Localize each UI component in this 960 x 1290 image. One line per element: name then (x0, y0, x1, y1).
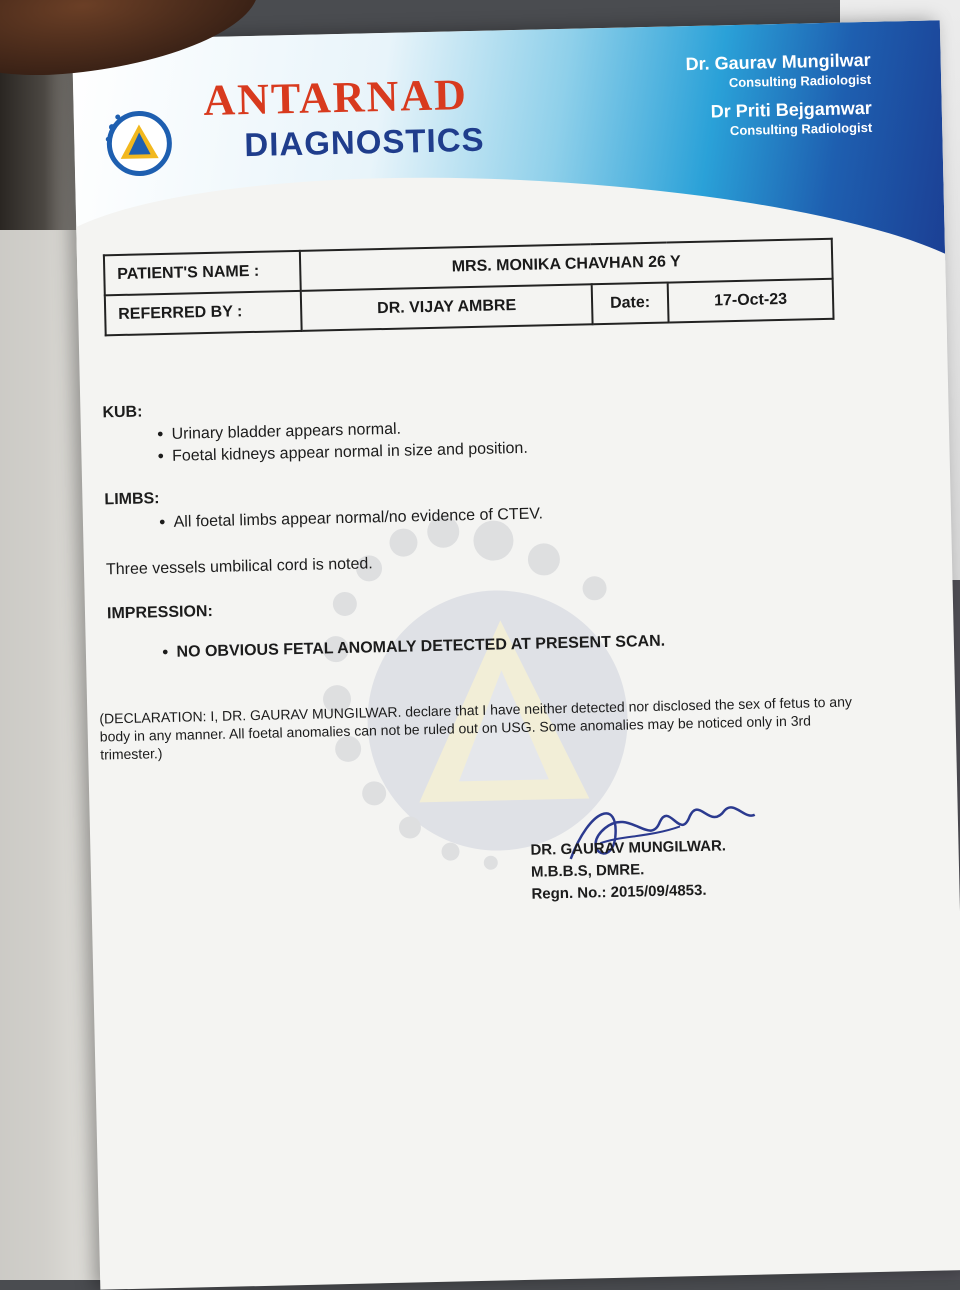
patient-name-label: PATIENT'S NAME : (104, 251, 301, 295)
report-page (72, 20, 960, 1289)
limbs-item-1: ● All foetal limbs appear normal/no evidence of CTEV. (159, 505, 543, 532)
signatory-regn: Regn. No.: 2015/09/4853. (531, 881, 707, 903)
patient-info-table (103, 238, 835, 337)
patient-name-value: MRS. MONIKA CHAVHAN 26 Y (300, 239, 833, 291)
kub-item-2: ● Foetal kidneys appear normal in size and position. (157, 440, 528, 466)
kub-item-1: ● Urinary bladder appears normal. (157, 421, 401, 445)
referred-by-label: REFERRED BY : (105, 291, 302, 335)
signatory-block (530, 835, 727, 905)
doctor-1-name: Dr. Gaurav Mungilwar (685, 49, 871, 75)
declaration-text: (DECLARATION: I, DR. GAURAV MUNGILWAR. declare that I have neither detected nor disclosed the sex of fetus to any body in any manner. All foetal anomalies can not be ruled out on USG. Some anomalies may be noticed only in 3rd trimester.) (99, 693, 853, 763)
brand-subtitle: DIAGNOSTICS (243, 120, 485, 164)
doctor-2-title: Consulting Radiologist (729, 119, 873, 139)
signatory-name: DR. GAURAV MUNGILWAR. (530, 837, 727, 859)
doctor-1-title: Consulting Radiologist (728, 71, 872, 91)
brand-name: ANTARNAD (202, 70, 469, 126)
date-value: 17-Oct-23 (668, 279, 834, 323)
doctor-2-name: Dr Priti Bejgamwar (710, 97, 872, 122)
date-label: Date: (592, 283, 669, 325)
vessels-note: Three vessels umbilical cord is noted. (105, 555, 373, 579)
impression-item-1: ● NO OBVIOUS FETAL ANOMALY DETECTED AT PRESENT SCAN. (162, 633, 666, 662)
impression-heading: IMPRESSION: (106, 602, 213, 623)
signatory-degree: M.B.B.S, DMRE. (530, 861, 645, 881)
antarnad-logo-icon (104, 108, 176, 180)
limbs-heading: LIMBS: (104, 490, 160, 509)
referred-by-value: DR. VIJAY AMBRE (301, 284, 593, 331)
kub-heading: KUB: (102, 403, 143, 422)
